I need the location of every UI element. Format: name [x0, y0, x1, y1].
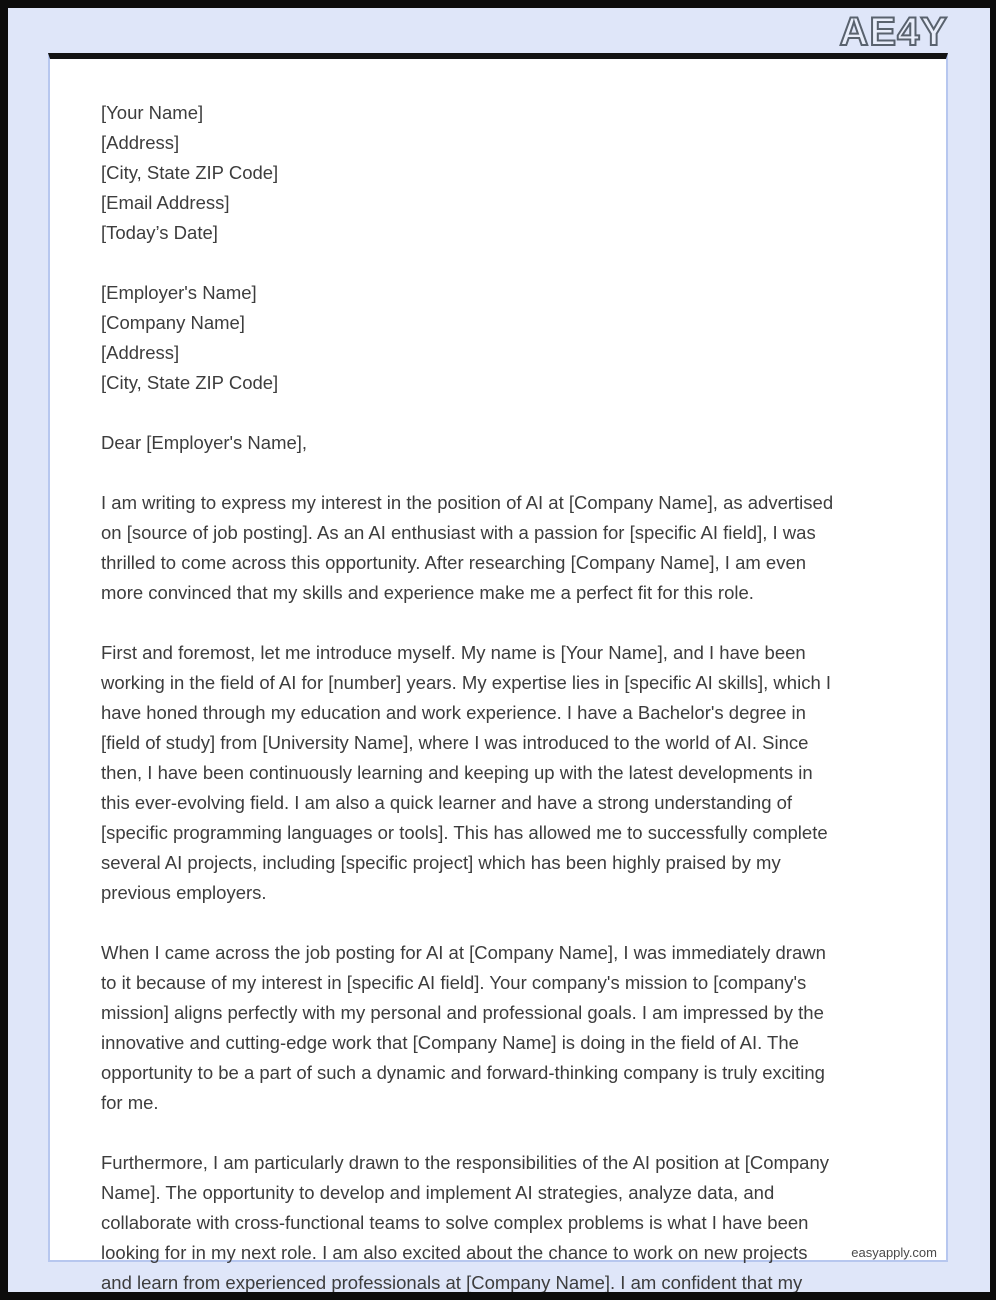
- letter-date: [Today’s Date]: [101, 222, 218, 243]
- paragraph-line: innovative and cutting-edge work that [Company Name] is doing in the field of AI. The: [101, 1032, 799, 1053]
- paragraph-line: to it because of my interest in [specific AI field]. Your company's mission to [company's: [101, 972, 807, 993]
- paragraph-intro: [101, 488, 910, 608]
- salutation-block: [101, 428, 910, 458]
- paragraph-line: for me.: [101, 1092, 159, 1113]
- paragraph-line: Furthermore, I am particularly drawn to the responsibilities of the AI position at [Company: [101, 1152, 830, 1173]
- recipient-city-state-zip: [City, State ZIP Code]: [101, 372, 279, 393]
- recipient-name: [Employer's Name]: [101, 282, 257, 303]
- recipient-address: [Address]: [101, 342, 180, 363]
- paragraph-line: [specific programming languages or tools]. This has allowed me to successfully complete: [101, 822, 828, 843]
- paragraph-line: thrilled to come across this opportunity. After researching [Company Name], I am even: [101, 552, 807, 573]
- letter-body: [50, 59, 910, 1298]
- paragraph-line: more convinced that my skills and experience make me a perfect fit for this role.: [101, 582, 754, 603]
- watermark: easyapply.com: [851, 1245, 937, 1260]
- brand-logo: AE4Y: [839, 10, 948, 54]
- paragraph-line: mission] aligns perfectly with my personal and professional goals. I am impressed by the: [101, 1002, 824, 1023]
- paragraph-line: First and foremost, let me introduce myself. My name is [Your Name], and I have been: [101, 642, 806, 663]
- paragraph-motivation: [101, 938, 910, 1118]
- paragraph-line: and learn from experienced professionals at [Company Name]. I am confident that my: [101, 1272, 803, 1293]
- paragraph-line: previous employers.: [101, 882, 267, 903]
- sender-city-state-zip: [City, State ZIP Code]: [101, 162, 279, 183]
- letter-page: [48, 53, 948, 1293]
- paragraph-line: Name]. The opportunity to develop and implement AI strategies, analyze data, and: [101, 1182, 775, 1203]
- paragraph-background: [101, 638, 910, 908]
- paragraph-line: collaborate with cross-functional teams to solve complex problems is what I have been: [101, 1212, 809, 1233]
- recipient-address-block: [101, 278, 910, 398]
- sender-address: [Address]: [101, 132, 180, 153]
- sender-address-block: [101, 98, 910, 248]
- paragraph-line: [field of study] from [University Name], where I was introduced to the world of AI. Since: [101, 732, 809, 753]
- sender-email: [Email Address]: [101, 192, 230, 213]
- salutation: Dear [Employer's Name],: [101, 432, 308, 453]
- paragraph-line: working in the field of AI for [number] years. My expertise lies in [specific AI skills], which I: [101, 672, 832, 693]
- paragraph-line: then, I have been continuously learning and keeping up with the latest developments in: [101, 762, 813, 783]
- sender-name: [Your Name]: [101, 102, 204, 123]
- paragraph-line: this ever-evolving field. I am also a quick learner and have a strong understanding of: [101, 792, 793, 813]
- paragraph-line: several AI projects, including [specific project] which has been highly praised by my: [101, 852, 781, 873]
- paragraph-line: looking for in my next role. I am also excited about the chance to work on new projects: [101, 1242, 808, 1263]
- paragraph-line: opportunity to be a part of such a dynamic and forward-thinking company is truly exciting: [101, 1062, 825, 1083]
- paragraph-line: have honed through my education and work experience. I have a Bachelor's degree in: [101, 702, 806, 723]
- paragraph-line: When I came across the job posting for AI at [Company Name], I was immediately drawn: [101, 942, 826, 963]
- paragraph-responsibilities: [101, 1148, 910, 1298]
- paragraph-line: I am writing to express my interest in the position of AI at [Company Name], as advertised: [101, 492, 834, 513]
- paragraph-line: on [source of job posting]. As an AI enthusiast with a passion for [specific AI field], I was: [101, 522, 816, 543]
- recipient-company: [Company Name]: [101, 312, 245, 333]
